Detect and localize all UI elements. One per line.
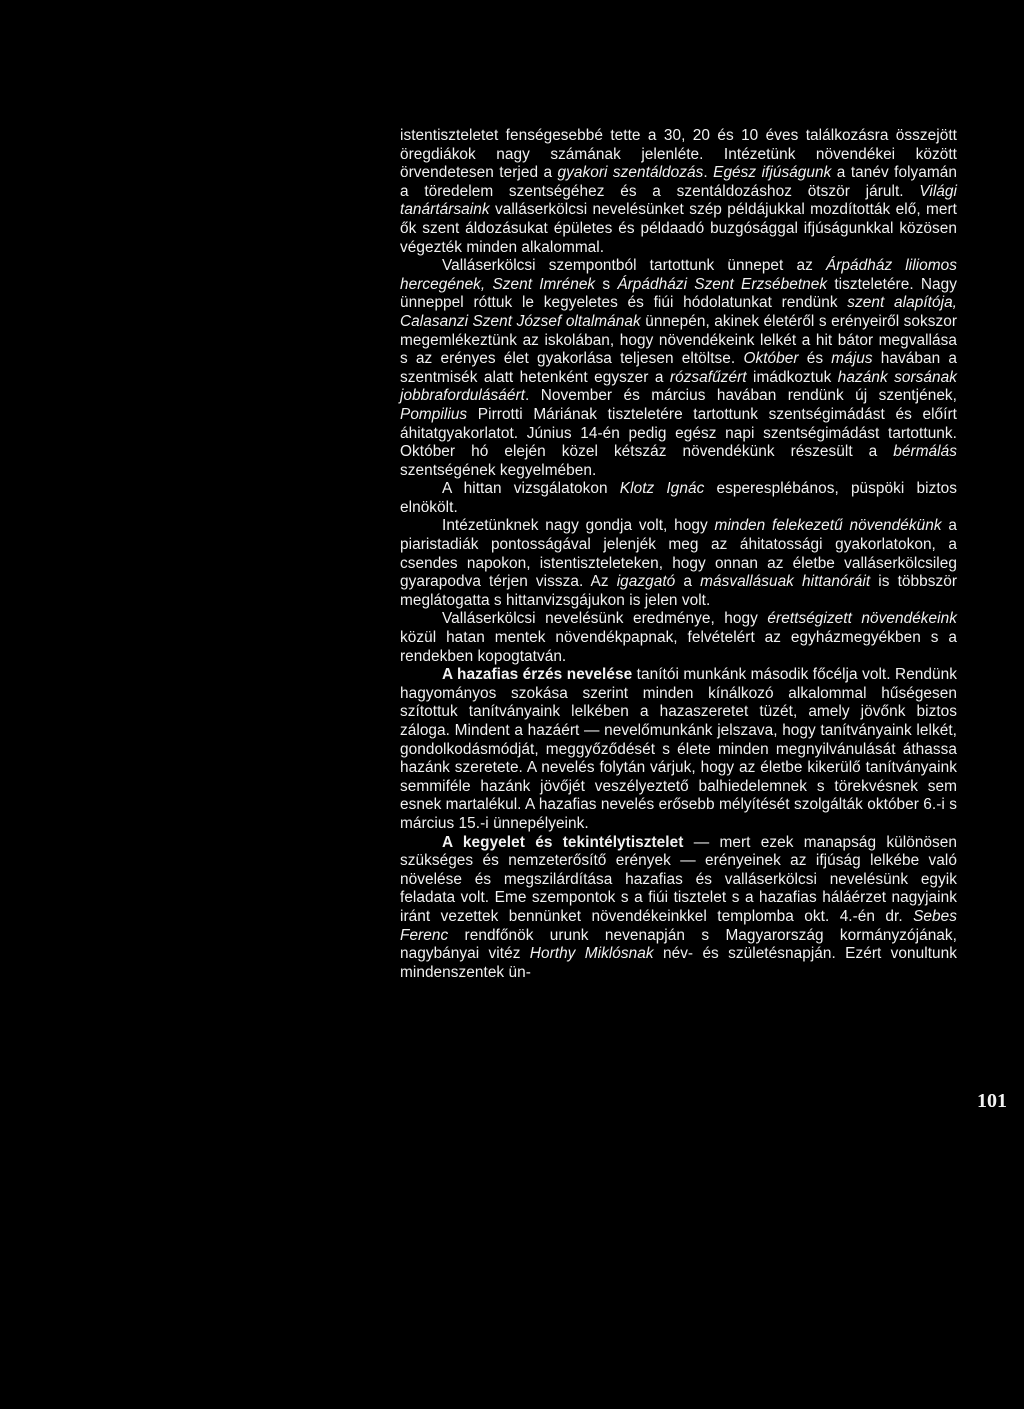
text-run: rendfőnök urunk nevenapján s Magyarország kormányzójának, nagybányai vitéz bbox=[400, 926, 957, 963]
paragraph bbox=[400, 257, 957, 480]
text-run: tanítói munkánk második főcélja volt. Rendünk hagyományos szokása szerint minden kínálkozó alkalommal hűségesen szítottuk tanítványaink lelkében a hazaszeretet tüzét, amely jövőnk biztos záloga. Mindent a hazáért — nevelőmunkánk jelszava, hogy tanítványaink lelkét, gondolkodásmódját, meggyőződését s élete minden megnyilvánulását áthassa hazánk szeretete. A nevelés folytán várjuk, hogy az életbe kikerülő tanítványaink semmiféle hazánk jövőjét veszélyeztető balhiedelemnek s törekvésnek sem esnek martalékul. A hazafias nevelés erősebb mélyítését szolgálták október 6.-i s március 15.-i ünnepélyeink. bbox=[400, 666, 957, 832]
italic-text: Pompilius bbox=[400, 405, 468, 423]
text-run: esperesplébános, püspöki biztos elnökölt. bbox=[400, 480, 958, 516]
italic-text: másvallásuak hittanóráit bbox=[700, 573, 871, 591]
italic-text: hazánk sorsának jobbrafordulásáért bbox=[400, 368, 957, 405]
text-run: imádkoztuk bbox=[746, 368, 838, 386]
italic-text: igazgató bbox=[616, 573, 676, 591]
italic-text: szent alapítója, Calasanzi Szent József oltalmának bbox=[400, 294, 958, 330]
italic-text: bérmálás bbox=[893, 443, 957, 461]
italic-text: Horthy Miklósnak bbox=[529, 945, 654, 963]
italic-text: Sebes Ferenc bbox=[400, 907, 957, 944]
text-run: név- és születésnapján. Ezért vonultunk mindenszentek ün- bbox=[400, 945, 957, 981]
italic-text: Árpádház liliomos hercegének, Szent Imrének bbox=[400, 257, 957, 293]
italic-text: Klotz Ignác bbox=[619, 480, 705, 498]
text-run: istentiszteletet fenségesebbé tette a 30, 20 és 10 éves találkozásra összejött öregdiákok nagy számának jelenléte. Intézetünk növendékei között örvendetesen terjed a bbox=[400, 127, 957, 182]
paragraph bbox=[400, 480, 957, 517]
italic-text: érettségizett növendékeink bbox=[767, 610, 957, 628]
text-run: — mert ezek manapság különösen szükséges és nemzeterősítő erények — erényeinek az ifjúság lelkébe való növelése és megszilárdítása hazafias és valláserkölcsi nevelésünk egyik feladata volt. Eme szempontok s a fiúi tisztelet s a hazafias háláérzet nagyjaink iránt vezettek bennünket növendékeinkkel templomba okt. 4.-én dr. bbox=[400, 833, 957, 925]
bold-text: A hazafias érzés nevelése bbox=[442, 666, 633, 684]
text-run: . bbox=[703, 164, 714, 182]
italic-text: Egész ifjúságunk bbox=[713, 164, 832, 182]
text-run: ünnepén, akinek életéről s erényeiről sokszor megemlékeztünk az iskolában, hogy növendékeink lelkét a hit bátor megvallása s az erényes élet gyakorlása teljesen eltöltse. bbox=[400, 312, 958, 368]
italic-text: gyakori szentáldozás bbox=[557, 164, 704, 182]
paragraph bbox=[400, 517, 957, 610]
italic-text: Október bbox=[743, 350, 799, 368]
text-run: Valláserkölcsi nevelésünk eredménye, hogy bbox=[442, 610, 768, 628]
paragraph bbox=[400, 834, 957, 983]
text-run: . November és március havában rendünk új szentjének, bbox=[524, 387, 957, 405]
text-run: tiszteletére. Nagy ünneppel róttuk le kegyeletes és fiúi hódolatunkat rendünk bbox=[400, 275, 957, 312]
paragraph bbox=[400, 610, 957, 666]
paragraph bbox=[400, 127, 957, 257]
text-run: Intézetünknek nagy gondja volt, hogy bbox=[442, 517, 715, 535]
text-run: a tanév folyamán a töredelem szentségéhez és a szentáldozáshoz ötször járult. bbox=[400, 164, 957, 200]
italic-text: Árpádházi Szent Erzsébetnek bbox=[617, 275, 828, 293]
text-run: Pirrotti Máriának tiszteletére tartottunk szentségimádást és előírt áhitatgyakorlatot. Június 14-én pedig egész napi szentségimádást tartottunk. Október hó elején közel kétszáz növendékünk részesült a bbox=[400, 405, 957, 461]
italic-text: május bbox=[831, 350, 873, 368]
text-run: A hittan vizsgálatokon bbox=[442, 480, 620, 498]
text-run: is többször meglátogatta s hittanvizsgájukon is jelen volt. bbox=[400, 573, 957, 609]
page-number: 101 bbox=[977, 1090, 1007, 1112]
body-text bbox=[400, 127, 957, 982]
text-run: s bbox=[595, 275, 618, 293]
text-run: havában a szentmisék alatt hetenként egyszer a bbox=[400, 350, 958, 386]
italic-text: minden felekezetű növendékünk bbox=[714, 517, 942, 535]
text-run: közül hatan mentek növendékpapnak, felvételért az egyházmegyékben s a rendekben kopogtatván. bbox=[400, 629, 957, 665]
bold-text: A kegyelet és tekintélytisztelet bbox=[442, 833, 684, 851]
italic-text: Világi tanártársaink bbox=[400, 182, 957, 219]
text-run: szentségének kegyelmében. bbox=[400, 461, 597, 479]
paragraph bbox=[400, 666, 957, 833]
text-run: a bbox=[675, 573, 701, 591]
text-run: valláserkölcsi nevelésünket szép példájukkal mozdították elő, mert ők szent áldozásukat épületes és példaadó buzgósággal ifjúságunkkal közösen végezték minden alkalommal. bbox=[400, 201, 957, 256]
text-run: a piaristadiák pontosságával jelenjék meg az áhitatossági gyakorlatokon, a csendes napokon, istentiszteleteken, hogy onnan az életbe valláserkölcsileg gyarapodva térjen vissza. Az bbox=[400, 517, 957, 591]
text-run: Valláserkölcsi szempontból tartottunk ünnepet az bbox=[442, 257, 826, 275]
italic-text: rózsafűzért bbox=[669, 368, 747, 386]
text-run: és bbox=[798, 350, 832, 368]
